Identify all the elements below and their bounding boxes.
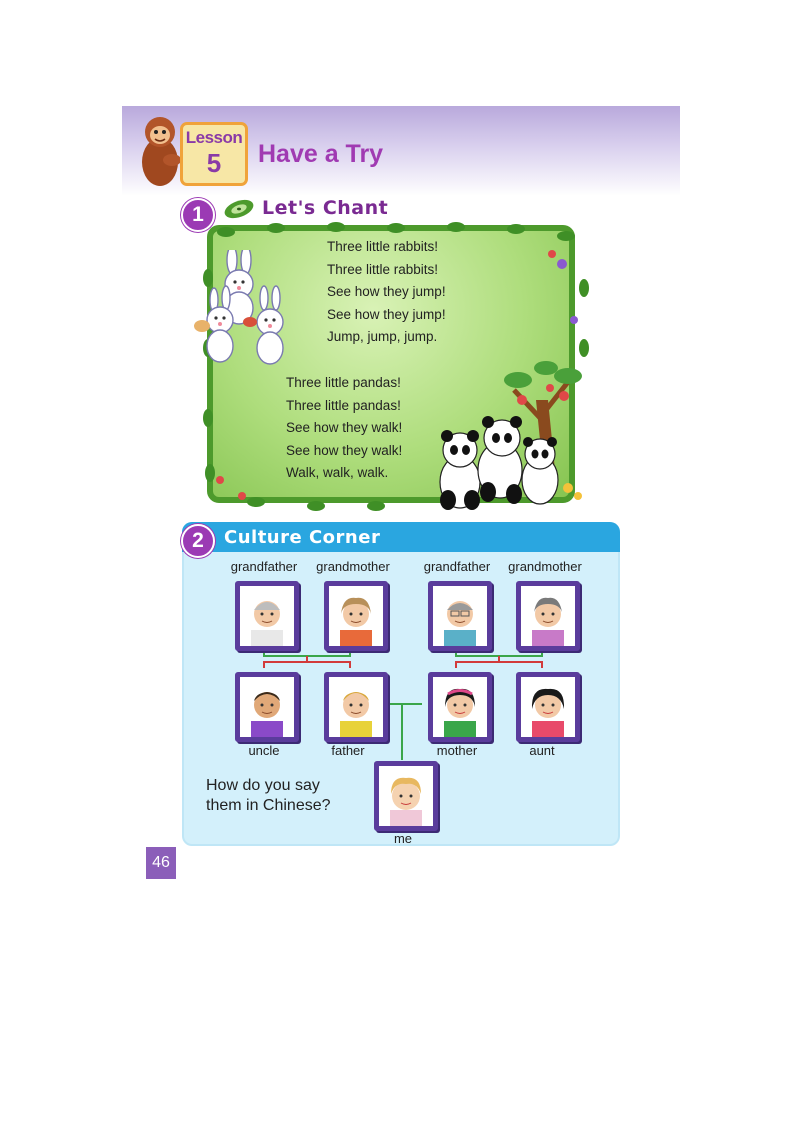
portrait-uncle <box>235 672 299 742</box>
section-2-number: 2 <box>181 524 215 558</box>
chant-verse-pandas <box>286 372 402 485</box>
grandfather-face-icon <box>240 586 294 646</box>
pandas-tree-illustration <box>418 360 588 522</box>
chant-line: Jump, jump, jump. <box>327 329 438 345</box>
portrait-grandfather-right <box>428 581 492 651</box>
label-grandfather-right: grandfather <box>423 559 491 574</box>
lesson-number: 5 <box>206 148 222 178</box>
chant-line: Three little rabbits! <box>327 261 439 277</box>
rabbits-illustration <box>192 250 302 382</box>
aunt-face-icon <box>521 677 575 737</box>
label-grandfather-left: grandfather <box>230 559 298 574</box>
cd-audio-icon <box>222 199 256 219</box>
question-line: How do you say <box>206 777 320 794</box>
portrait-aunt <box>516 672 580 742</box>
culture-question <box>206 776 331 816</box>
chant-verse-rabbits <box>327 236 446 349</box>
portrait-grandfather-left <box>235 581 299 651</box>
mother-face-icon <box>433 677 487 737</box>
page-number: 46 <box>146 847 176 879</box>
portrait-grandmother-right <box>516 581 580 651</box>
section-2-title: Culture Corner <box>224 527 381 548</box>
lesson-badge <box>180 122 248 186</box>
uncle-face-icon <box>240 677 294 737</box>
chant-line: See how they walk! <box>286 420 403 436</box>
grandmother-face-icon <box>521 586 575 646</box>
lesson-word: Lesson <box>185 128 243 147</box>
portrait-father <box>324 672 388 742</box>
label-grandmother-right: grandmother <box>508 559 582 574</box>
section-1-number: 1 <box>181 198 215 232</box>
chant-line: See how they walk! <box>286 442 403 458</box>
label-uncle: uncle <box>248 743 280 758</box>
father-face-icon <box>329 677 383 737</box>
chant-line: Walk, walk, walk. <box>286 465 389 481</box>
grandfather-face-icon <box>433 586 487 646</box>
chant-line: Three little pandas! <box>286 397 401 413</box>
chant-line: Three little pandas! <box>286 375 401 390</box>
label-grandmother-left: grandmother <box>316 559 390 574</box>
chant-line: See how they jump! <box>327 306 446 322</box>
question-line: them in Chinese? <box>206 797 331 814</box>
label-aunt: aunt <box>529 743 555 758</box>
portrait-mother <box>428 672 492 742</box>
grandmother-face-icon <box>329 586 383 646</box>
child-face-icon <box>379 766 433 826</box>
chant-line: See how they jump! <box>327 284 446 300</box>
label-mother: mother <box>436 743 478 758</box>
section-1-title: Let's Chant <box>262 197 389 219</box>
chant-line: Three little rabbits! <box>327 239 439 254</box>
portrait-grandmother-left <box>324 581 388 651</box>
label-father: father <box>331 743 365 758</box>
label-me: me <box>393 831 413 846</box>
portrait-me <box>374 761 438 831</box>
page-title: Have a Try <box>258 140 384 168</box>
